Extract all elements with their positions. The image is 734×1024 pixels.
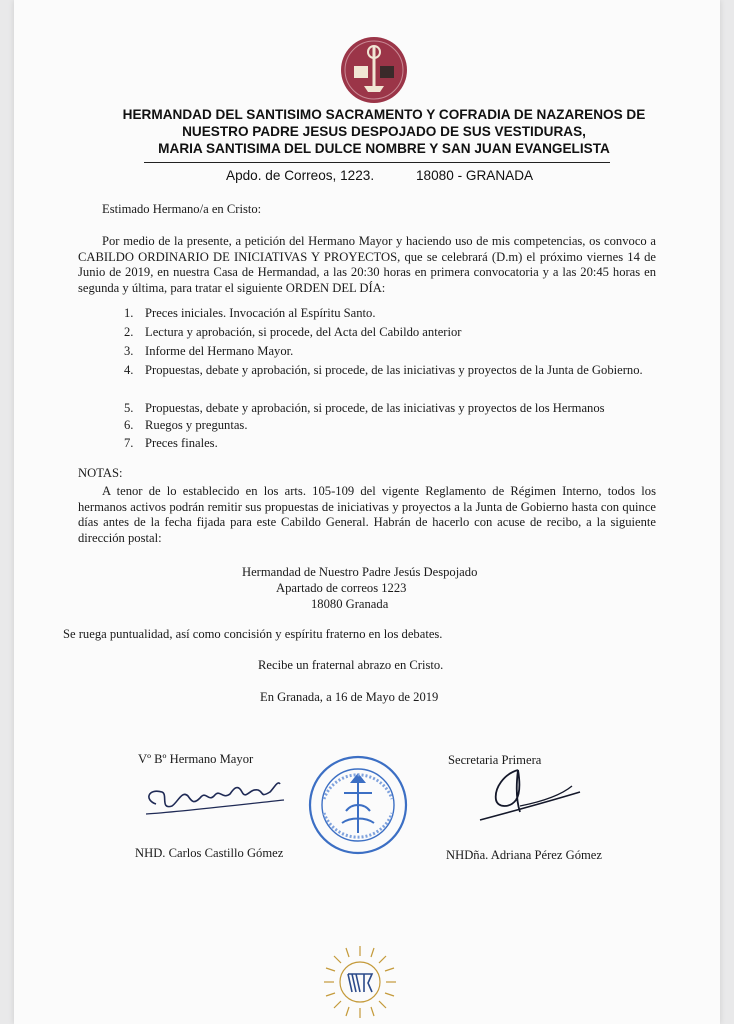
postal-line-3: 18080 Granada <box>311 597 389 611</box>
header-divider <box>144 162 610 163</box>
postal-line-2: Apartado de correos 1223 <box>276 581 407 595</box>
notes-paragraph: A tenor de lo establecido en los arts. 105-109 del vigente Reglamento de Régimen Interno, todos los hermanos activos podrán remitir sus propuestas de iniciativas y proyectos a la Junta de Gobierno hasta con quince días antes de la fecha fijada para este Cabildo General. Habrán de hacerlo con acuse de recibo, a la siguiente dirección postal: <box>78 484 656 545</box>
intro-paragraph: Por medio de la presente, a petición del Hermano Mayor y haciendo uso de mis competencias, os convoco a CABILDO ORDINARIO DE INICIATIVAS Y PROYECTOS, que se celebrará (D.m) el próximo viernes 14 de Junio de 2019, en nuestra Casa de Hermandad, a las 20:30 horas en primera convocatoria y a las 20:45 horas en segunda y última, para tratar el siguiente ORDEN DEL DÍA: <box>78 234 656 295</box>
header-line-1: HERMANDAD DEL SANTISIMO SACRAMENTO Y COFRADIA DE NAZARENOS DE <box>122 107 646 122</box>
city-postal-code: 18080 - GRANADA <box>416 168 534 183</box>
document-page: HERMANDAD DEL SANTISIMO SACRAMENTO Y COFRADIA DE NAZARENOS DE NUESTRO PADRE JESUS DESPOJADO DE SUS VESTIDURAS, MARIA SANTISIMA DEL DULCE NOMBRE Y SAN JUAN EVANGELISTA Apdo. de Correos, 1223. 18080 - GRANADA Estimado Hermano/a en Cristo: Por medio de la presente, a petición del Hermano Mayor y haciendo uso de mis competencias, os convoco a CABILDO ORDINARIO DE INICIATIVAS Y PROYECTOS, que se celebrará (D.m) el próximo viernes 14 de Junio de 2019, en nuestra Casa de Hermandad, a las 20:30 horas en primera convocatoria y a las 20:45 horas en segunda y última, para tratar el siguiente ORDEN DEL DÍA: 1. Preces iniciales. Invocación al Espíritu Santo. 2. Lectura y aprobación, si procede, del Acta del Cabildo anterior 3. Informe del Hermano Mayor. 4. Propuestas, debate y aprobación, si procede, de las iniciativas y proyectos de la Junta de Gobierno. 5. Propuestas, debate y aprobación, si procede, de las iniciativas y proyectos de los Hermanos 6. Ruegos y preguntas. 7. Preces finales. NOTAS: A tenor de lo establecido en los arts. 105-109 del vigente Reglamento de Régimen Interno, todos los hermanos activos podrán remitir sus propuestas de iniciativas y proyectos a la Junta de Gobierno hasta con quince días antes de la fecha fijada para este Cabildo General. Habrán de hacerlo con acuse de recibo, a la siguiente dirección postal: Hermandad de Nuestro Padre Jesús Despojado Apartado de correos 1223 18080 Granada Se ruega puntualidad, así como concisión y espíritu fraterno en los debates. Recibe un fraternal abrazo en Cristo. En Granada, a 16 de Mayo de 2019 Vº Bº Hermano Mayor Secretaria Primera NHD. Carlos Castillo Gómez NHDña. Adriana Pérez Gómez <box>14 0 720 1024</box>
footer-monogram-logo <box>322 944 398 1020</box>
brotherhood-header <box>94 106 674 157</box>
right-signer-name: NHDña. Adriana Pérez Gómez <box>446 848 602 862</box>
date-line: En Granada, a 16 de Mayo de 2019 <box>260 690 439 704</box>
notes-heading: NOTAS: <box>78 466 123 480</box>
right-signer-title: Secretaria Primera <box>448 753 542 767</box>
header-line-3: MARIA SANTISIMA DEL DULCE NOMBRE Y SAN JUAN EVANGELISTA <box>158 141 610 156</box>
left-signature <box>138 766 298 830</box>
header-line-2: NUESTRO PADRE JESUS DESPOJADO DE SUS VESTIDURAS, <box>182 124 586 139</box>
salutation: Estimado Hermano/a en Cristo: <box>102 202 262 216</box>
brotherhood-crest-logo <box>340 36 408 104</box>
po-box: Apdo. de Correos, 1223. <box>226 168 375 183</box>
right-signature <box>460 756 600 826</box>
official-seal-stamp <box>306 753 410 857</box>
closing-line: Recibe un fraternal abrazo en Cristo. <box>258 658 444 672</box>
left-signer-name: NHD. Carlos Castillo Gómez <box>135 846 284 860</box>
request-note: Se ruega puntualidad, así como concisión y espíritu fraterno en los debates. <box>63 627 443 641</box>
left-signer-title: Vº Bº Hermano Mayor <box>138 752 254 766</box>
postal-line-1: Hermandad de Nuestro Padre Jesús Despojado <box>242 565 478 579</box>
